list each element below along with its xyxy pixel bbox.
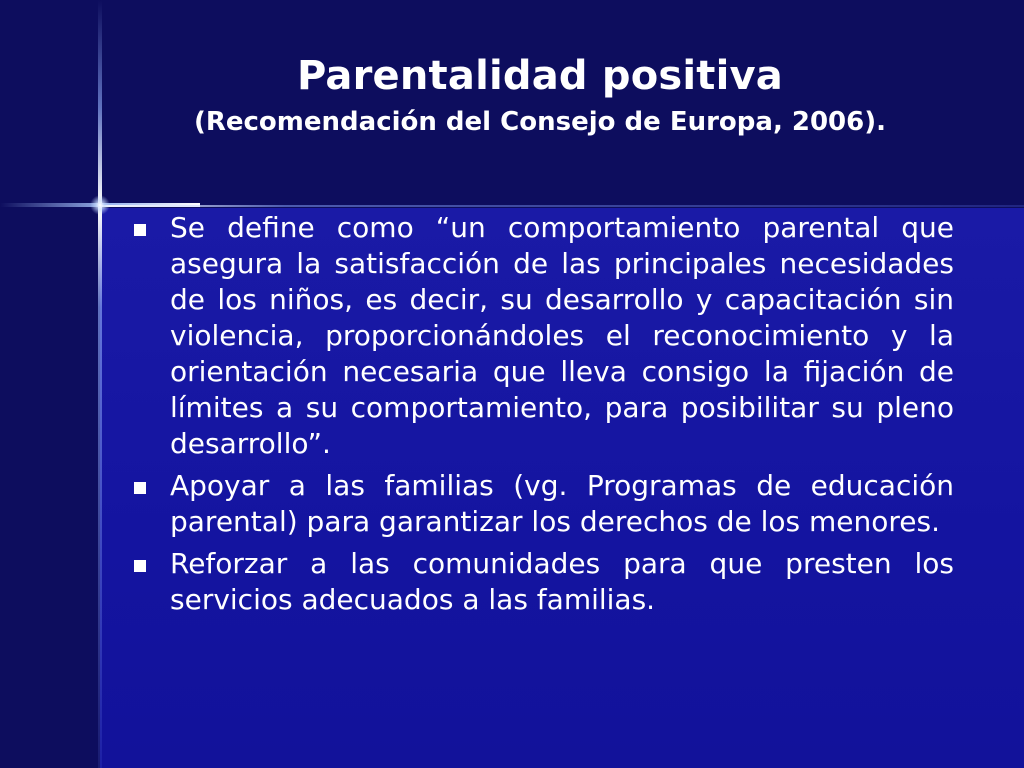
bullet-text: Reforzar a las comunidades para que presten los servicios adecuados a las familias. bbox=[170, 547, 954, 616]
bullet-item bbox=[132, 546, 954, 618]
vertical-glow-line bbox=[98, 0, 102, 768]
slide-title: Parentalidad positiva bbox=[296, 53, 784, 99]
title-block bbox=[110, 48, 970, 140]
square-bullet-icon bbox=[134, 482, 146, 494]
bullet-text: Se define como “un comportamiento parental que asegura la satisfacción de las principales necesidades de los niños, es decir, su desarrollo y capacitación sin violencia, proporcionándoles el reconocimiento y la orientación necesaria que lleva consigo la fijación de límites a su comportamiento, para posibilitar su pleno desarrollo”. bbox=[170, 211, 954, 460]
left-band bbox=[0, 208, 100, 768]
bullet-text: Apoyar a las familias (vg. Programas de educación parental) para garantizar los derechos de los menores. bbox=[170, 469, 954, 538]
slide-subtitle: (Recomendación del Consejo de Europa, 2006). bbox=[193, 107, 886, 137]
bullet-item bbox=[132, 210, 954, 462]
bullet-list bbox=[132, 210, 954, 624]
bullet-item bbox=[132, 468, 954, 540]
horizontal-divider-line bbox=[100, 205, 1024, 207]
square-bullet-icon bbox=[134, 224, 146, 236]
sparkle-icon bbox=[90, 195, 110, 215]
square-bullet-icon bbox=[134, 560, 146, 572]
